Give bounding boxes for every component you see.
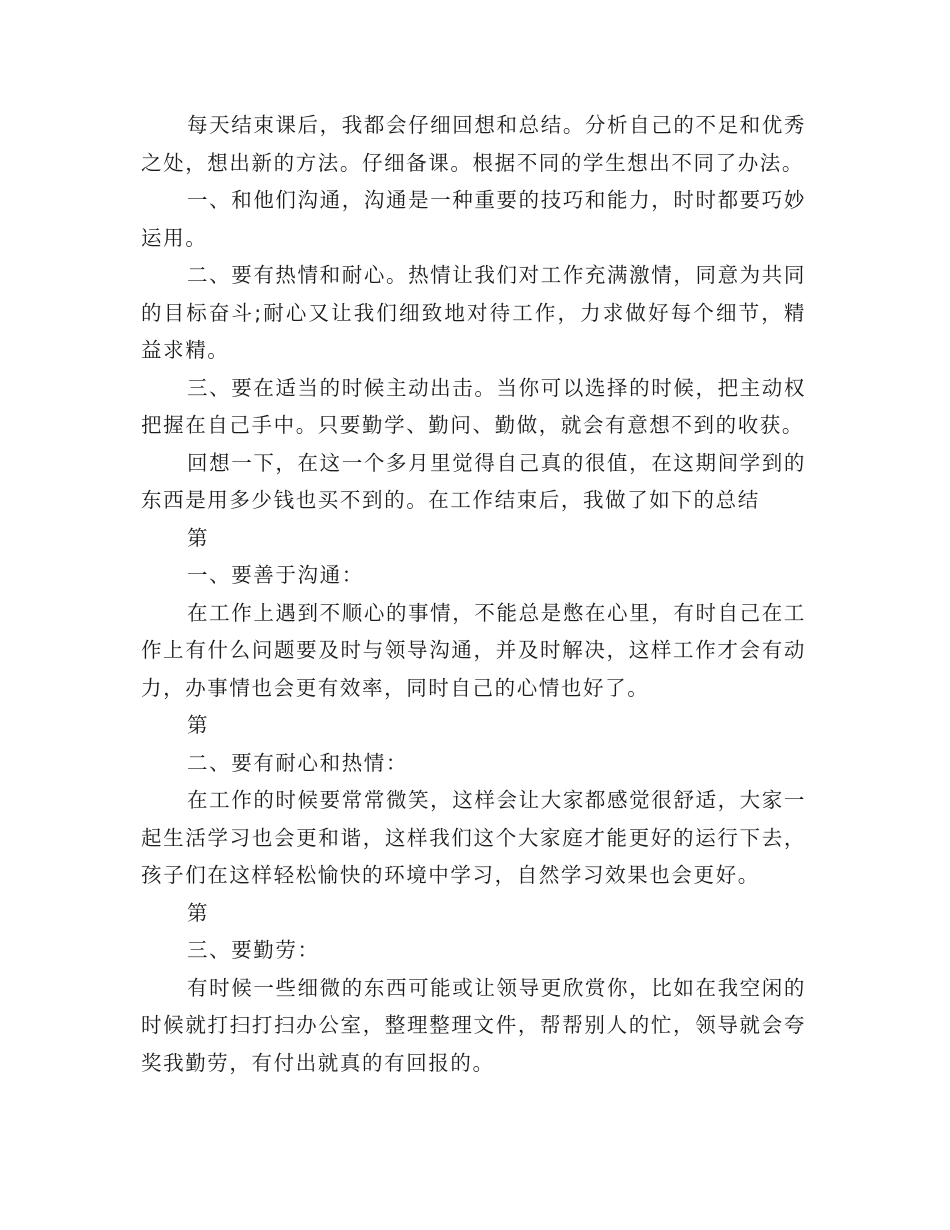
paragraph-patience-body: 在工作的时候要常常微笑，这样会让大家都感觉很舒适，大家一起生活学习也会更和谐，这样我们这个大家庭才能更好的运行下去，孩子们在这样轻松愉快的环境中学习，自然学习效果也会更好。 bbox=[141, 788, 806, 887]
document-page bbox=[141, 107, 806, 1082]
paragraph-summary-intro: 回想一下，在这一个多月里觉得自己真的很值，在这期间学到的东西是用多少钱也买不到的。在工作结束后，我做了如下的总结 bbox=[141, 450, 806, 512]
paragraph-point-initiative: 三、要在适当的时候主动出击。当你可以选择的时候，把主动权把握在自己手中。只要勤学、勤问、勤做，就会有意想不到的收获。 bbox=[141, 375, 806, 437]
paragraph-point-enthusiasm: 二、要有热情和耐心。热情让我们对工作充满激情，同意为共同的目标奋斗;耐心又让我们细致地对待工作，力求做好每个细节，精益求精。 bbox=[141, 263, 806, 362]
paragraph-section-marker: 第 bbox=[187, 900, 210, 925]
paragraph-reflection-intro: 每天结束课后，我都会仔细回想和总结。分析自己的不足和优秀之处，想出新的方法。仔细备课。根据不同的学生想出不同了办法。 bbox=[141, 113, 806, 175]
paragraph-section-marker: 第 bbox=[187, 525, 210, 550]
heading-patience-enthusiasm: 二、要有耐心和热情： bbox=[187, 750, 408, 775]
paragraph-section-marker: 第 bbox=[187, 713, 210, 737]
heading-good-communication: 一、要善于沟通： bbox=[187, 563, 364, 587]
paragraph-point-communicate: 一、和他们沟通，沟通是一种重要的技巧和能力，时时都要巧妙运用。 bbox=[141, 188, 806, 250]
paragraph-communication-body: 在工作上遇到不顺心的事情，不能总是憋在心里，有时自己在工作上有什么问题要及时与领导沟通，并及时解决，这样工作才会有动力，办事情也会更有效率，同时自己的心情也好了。 bbox=[141, 600, 806, 700]
heading-diligence: 三、要勤劳： bbox=[187, 938, 320, 962]
paragraph-diligence-body: 有时候一些细微的东西可能或让领导更欣赏你，比如在我空闲的时候就打扫打扫办公室，整理整理文件，帮帮别人的忙，领导就会夸奖我勤劳，有付出就真的有回报的。 bbox=[141, 975, 806, 1075]
